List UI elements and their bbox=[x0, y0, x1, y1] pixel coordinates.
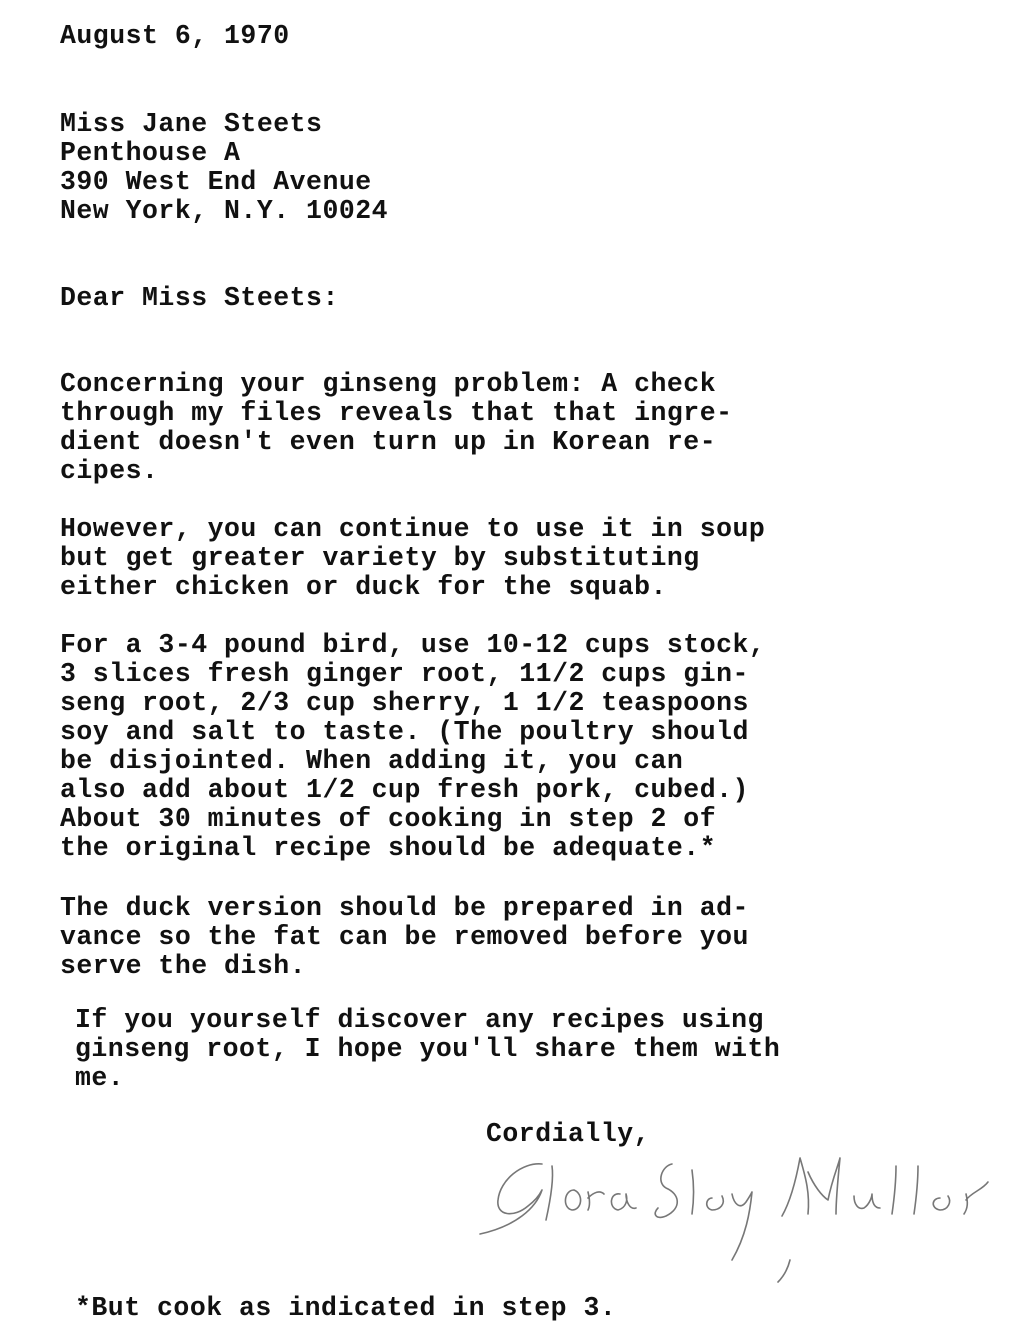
handwritten-signature bbox=[470, 1150, 1000, 1290]
closing: Cordially, bbox=[486, 1119, 651, 1149]
paragraph-1: Concerning your ginseng problem: A check through my files reveals that that ingre- dient doesn't even turn up in Korean re- cipes. bbox=[60, 369, 733, 486]
footnote: *But cook as indicated in step 3. bbox=[75, 1293, 617, 1323]
letter-date: August 6, 1970 bbox=[60, 21, 290, 51]
recipient-line2: Penthouse A bbox=[60, 138, 241, 168]
recipient-city: New York, N.Y. 10024 bbox=[60, 196, 389, 226]
paragraph-3: For a 3-4 pound bird, use 10-12 cups stock, 3 slices fresh ginger root, 11/2 cups gin- seng root, 2/3 cup sherry, 1 1/2 teaspoons soy and salt to taste. (The poultry should be disjointed. When adding it, you can also add about 1/2 cup fresh pork, cubed.) About 30 minutes of cooking in step 2 of the original recipe should be adequate.* bbox=[60, 630, 766, 863]
recipient-name: Miss Jane Steets bbox=[60, 109, 323, 139]
paragraph-4: The duck version should be prepared in ad- vance so the fat can be removed before you serve the dish. bbox=[60, 893, 749, 981]
recipient-street: 390 West End Avenue bbox=[60, 167, 372, 197]
salutation: Dear Miss Steets: bbox=[60, 283, 339, 313]
paragraph-5: If you yourself discover any recipes using ginseng root, I hope you'll share them with me. bbox=[75, 1005, 781, 1093]
paragraph-2: However, you can continue to use it in soup but get greater variety by substituting either chicken or duck for the squab. bbox=[60, 514, 766, 602]
